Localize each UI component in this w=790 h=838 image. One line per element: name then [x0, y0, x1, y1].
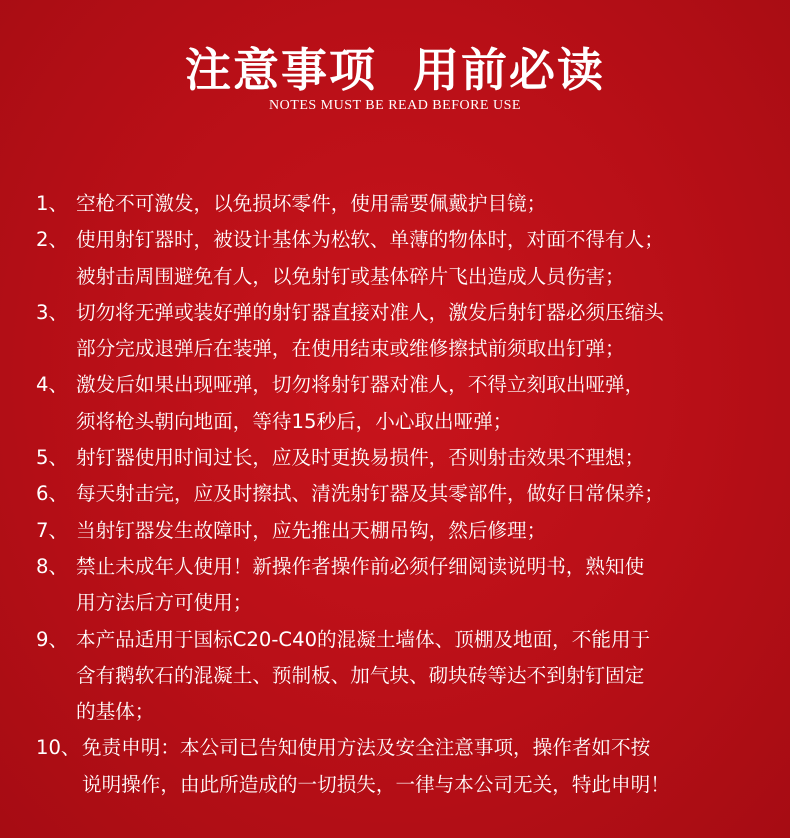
note-item-9 — [36, 622, 776, 731]
note-text-line: 每天射击完，应及时擦拭、清洗射钉器及其零部件，做好日常保养； — [76, 482, 664, 506]
note-text-line: 本产品适用于国标C20-C40的混凝土墙体、顶棚及地面，不能用于 — [76, 627, 651, 651]
note-number: 7、 — [36, 518, 69, 542]
note-item-5 — [36, 440, 776, 476]
note-number: 10、 — [36, 736, 81, 760]
note-number: 1、 — [36, 192, 69, 215]
note-item-7 — [36, 513, 776, 549]
note-text-line: 切勿将无弹或装好弹的射钉器直接对准人，激发后射钉器必须压缩头 — [76, 300, 664, 324]
note-item-8 — [36, 549, 776, 622]
note-text-line: 禁止未成年人使用！新操作者操作前必须仔细阅读说明书，熟知使 — [76, 554, 645, 578]
note-item-3 — [36, 295, 776, 368]
note-item-1 — [36, 186, 776, 222]
note-number: 8、 — [36, 554, 69, 578]
note-text-line: 射钉器使用时间过长，应及时更换易损件，否则射击效果不理想； — [76, 446, 645, 470]
note-text-line: 的基体； — [76, 700, 155, 724]
note-text-line: 当射钉器发生故障时，应先推出天棚吊钩，然后修理； — [76, 518, 547, 542]
note-text-line: 说明操作，由此所造成的一切损失，一律与本公司无关，特此申明！ — [82, 772, 670, 796]
note-text-line: 被射击周围避免有人，以免射钉或基体碎片飞出造成人员伤害； — [76, 264, 625, 288]
note-text-line: 部分完成退弹后在装弹，在使用结束或维修擦拭前须取出钉弹； — [76, 337, 625, 361]
note-item-6 — [36, 476, 776, 512]
note-item-4 — [36, 367, 776, 440]
note-item-10 — [36, 730, 776, 803]
note-text-line: 激发后如果出现哑弹，切勿将射钉器对准人，不得立刻取出哑弹， — [76, 373, 645, 397]
note-number: 9、 — [36, 627, 69, 651]
note-number: 5、 — [36, 446, 69, 470]
note-text-line: 免责申明：本公司已告知使用方法及安全注意事项，操作者如不按 — [82, 736, 651, 760]
note-number: 6、 — [36, 482, 69, 506]
note-text-line: 空枪不可激发，以免损坏零件，使用需要佩戴护目镜； — [76, 192, 547, 215]
note-item-2 — [36, 222, 776, 295]
note-number: 3、 — [36, 300, 69, 324]
notes-list — [36, 186, 776, 803]
page-title: 注意事项 用前必读 — [184, 43, 606, 97]
note-text-line: 须将枪头朝向地面，等待15秒后，小心取出哑弹； — [76, 409, 513, 433]
note-text-line: 用方法后方可使用； — [76, 591, 253, 615]
note-text-line: 含有鹅软石的混凝土、预制板、加气块、砌块砖等达不到射钉固定 — [76, 663, 645, 687]
note-number: 4、 — [36, 373, 69, 397]
note-text-line: 使用射钉器时，被设计基体为松软、单薄的物体时，对面不得有人； — [76, 228, 664, 252]
note-number: 2、 — [36, 228, 69, 252]
page-subtitle: NOTES MUST BE READ BEFORE USE — [269, 98, 521, 113]
